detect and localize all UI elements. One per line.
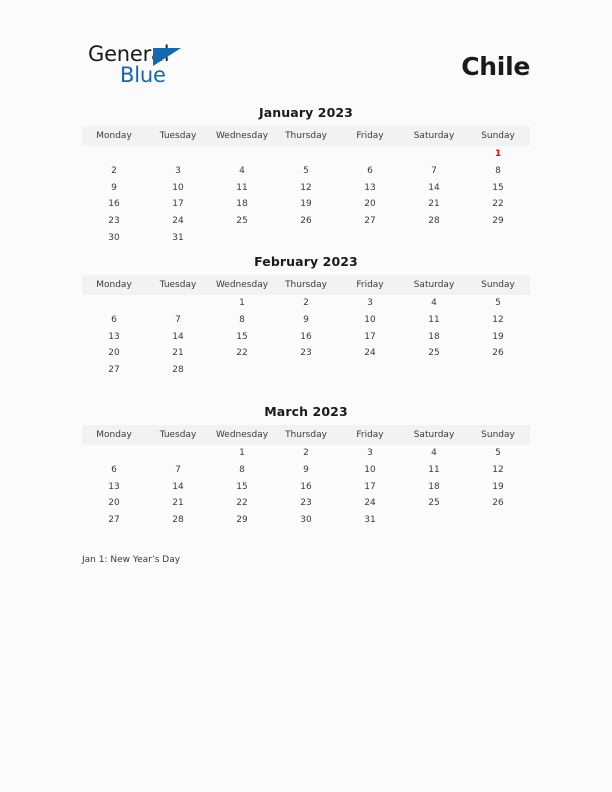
weekday-header-saturday: Saturday (402, 275, 466, 295)
day-cell[interactable]: 16 (300, 331, 312, 342)
day-cell[interactable]: 4 (431, 448, 437, 459)
day-cell[interactable]: 13 (108, 331, 120, 342)
day-cell[interactable]: 15 (492, 182, 504, 193)
day-cell-holiday[interactable]: 1 (494, 149, 502, 160)
week-row (82, 163, 530, 180)
day-cell[interactable]: 25 (236, 216, 248, 227)
month-title: March 2023 (264, 404, 348, 419)
day-cell-empty (402, 362, 466, 379)
day-cell[interactable]: 19 (300, 199, 312, 210)
week-row (82, 213, 530, 230)
weekday-header-tuesday: Tuesday (146, 425, 210, 445)
holiday-notes (82, 553, 530, 568)
day-cell[interactable]: 21 (172, 348, 184, 359)
weekday-header-friday: Friday (338, 126, 402, 146)
day-cell-empty (274, 146, 338, 163)
day-cell-empty (402, 229, 466, 246)
day-cell[interactable]: 25 (428, 498, 440, 509)
day-cell[interactable]: 2 (303, 448, 309, 459)
day-cell[interactable]: 24 (172, 216, 184, 227)
weekday-header-monday: Monday (82, 425, 146, 445)
month-grid (82, 425, 530, 528)
month-block-march (82, 404, 530, 528)
weekday-header-monday: Monday (82, 275, 146, 295)
weekday-header-tuesday: Tuesday (146, 126, 210, 146)
week-row (82, 362, 530, 379)
day-cell[interactable]: 29 (236, 515, 248, 526)
weekday-header-row (82, 275, 530, 295)
day-cell-empty (210, 229, 274, 246)
day-cell[interactable]: 19 (492, 481, 504, 492)
day-cell[interactable]: 1 (239, 448, 245, 459)
day-cell[interactable]: 10 (364, 315, 376, 326)
day-cell[interactable]: 28 (428, 216, 440, 227)
day-cell[interactable]: 11 (428, 315, 440, 326)
day-cell[interactable]: 20 (364, 199, 376, 210)
day-cell[interactable]: 3 (367, 448, 373, 459)
week-row (82, 146, 530, 163)
day-cell-empty (466, 362, 530, 379)
day-cell[interactable]: 16 (108, 199, 120, 210)
day-cell[interactable]: 10 (172, 182, 184, 193)
day-cell[interactable]: 10 (364, 465, 376, 476)
day-cell-empty (402, 146, 466, 163)
month-title: January 2023 (259, 105, 353, 120)
day-cell[interactable]: 7 (431, 166, 437, 177)
day-cell[interactable]: 11 (428, 465, 440, 476)
day-cell[interactable]: 3 (175, 166, 181, 177)
day-cell[interactable]: 5 (495, 448, 501, 459)
day-cell[interactable]: 15 (236, 331, 248, 342)
weekday-header-friday: Friday (338, 425, 402, 445)
day-cell[interactable]: 15 (236, 481, 248, 492)
day-cell[interactable]: 21 (428, 199, 440, 210)
weekday-header-saturday: Saturday (402, 126, 466, 146)
day-cell[interactable]: 23 (108, 216, 120, 227)
day-cell[interactable]: 12 (492, 465, 504, 476)
day-cell[interactable]: 26 (492, 498, 504, 509)
week-row (82, 495, 530, 512)
day-cell[interactable]: 22 (492, 199, 504, 210)
weekday-header-row (82, 425, 530, 445)
day-cell[interactable]: 25 (428, 348, 440, 359)
day-cell[interactable]: 13 (364, 182, 376, 193)
day-cell[interactable]: 22 (236, 348, 248, 359)
day-cell[interactable]: 23 (300, 348, 312, 359)
day-cell-empty (146, 146, 210, 163)
day-cell[interactable]: 30 (108, 232, 120, 243)
day-cell[interactable]: 8 (239, 465, 245, 476)
day-cell[interactable]: 26 (492, 348, 504, 359)
holiday-note: Jan 1: New Year’s Day (82, 555, 181, 565)
day-cell[interactable]: 20 (108, 498, 120, 509)
day-cell[interactable]: 2 (111, 166, 117, 177)
day-cell[interactable]: 14 (172, 481, 184, 492)
day-cell[interactable]: 6 (111, 465, 117, 476)
week-row (82, 478, 530, 495)
weekday-header-row (82, 126, 530, 146)
day-cell[interactable]: 28 (172, 515, 184, 526)
day-cell-empty (82, 295, 146, 312)
week-row (82, 328, 530, 345)
day-cell-empty (338, 229, 402, 246)
page-header (82, 42, 530, 98)
day-cell[interactable]: 29 (492, 216, 504, 227)
day-cell[interactable]: 31 (172, 232, 184, 243)
day-cell[interactable]: 4 (431, 298, 437, 309)
day-cell[interactable]: 18 (428, 331, 440, 342)
weekday-header-thursday: Thursday (274, 425, 338, 445)
day-cell[interactable]: 31 (364, 515, 376, 526)
month-block-january (82, 105, 530, 246)
day-cell[interactable]: 6 (111, 315, 117, 326)
month-body (82, 146, 530, 246)
month-grid (82, 275, 530, 378)
day-cell[interactable]: 14 (428, 182, 440, 193)
day-cell-empty (466, 229, 530, 246)
day-cell[interactable]: 13 (108, 481, 120, 492)
weekday-header-saturday: Saturday (402, 425, 466, 445)
day-cell[interactable]: 30 (300, 515, 312, 526)
week-row (82, 512, 530, 529)
day-cell[interactable]: 3 (367, 298, 373, 309)
day-cell-empty (466, 512, 530, 529)
week-row (82, 462, 530, 479)
day-cell[interactable]: 14 (172, 331, 184, 342)
day-cell-empty (210, 146, 274, 163)
weekday-header-monday: Monday (82, 126, 146, 146)
day-cell[interactable]: 7 (175, 315, 181, 326)
day-cell-empty (82, 445, 146, 462)
day-cell[interactable]: 27 (108, 365, 120, 376)
weekday-header-wednesday: Wednesday (210, 275, 274, 295)
month-grid (82, 126, 530, 246)
weekday-header-thursday: Thursday (274, 126, 338, 146)
day-cell[interactable]: 7 (175, 465, 181, 476)
day-cell-empty (274, 229, 338, 246)
day-cell[interactable]: 28 (172, 365, 184, 376)
day-cell[interactable]: 27 (108, 515, 120, 526)
week-row (82, 196, 530, 213)
weekday-header-sunday: Sunday (466, 425, 530, 445)
day-cell[interactable]: 4 (239, 166, 245, 177)
day-cell[interactable]: 5 (495, 298, 501, 309)
logo-text-blue: Blue (120, 63, 166, 87)
day-cell[interactable]: 24 (364, 498, 376, 509)
month-block-february (82, 254, 530, 378)
day-cell-empty (402, 512, 466, 529)
day-cell[interactable]: 17 (364, 481, 376, 492)
month-title: February 2023 (254, 254, 358, 269)
day-cell-empty (146, 295, 210, 312)
day-cell[interactable]: 17 (172, 199, 184, 210)
day-cell[interactable]: 9 (303, 465, 309, 476)
day-cell[interactable]: 1 (239, 298, 245, 309)
day-cell[interactable]: 23 (300, 498, 312, 509)
day-cell-empty (338, 362, 402, 379)
day-cell[interactable]: 20 (108, 348, 120, 359)
week-row (82, 179, 530, 196)
day-cell-empty (274, 362, 338, 379)
day-cell-empty (338, 146, 402, 163)
day-cell[interactable]: 21 (172, 498, 184, 509)
weekday-header-wednesday: Wednesday (210, 425, 274, 445)
month-body (82, 295, 530, 378)
day-cell-empty (82, 146, 146, 163)
week-row (82, 312, 530, 329)
day-cell[interactable]: 26 (300, 216, 312, 227)
day-cell[interactable]: 8 (239, 315, 245, 326)
day-cell[interactable]: 9 (111, 182, 117, 193)
day-cell[interactable]: 19 (492, 331, 504, 342)
week-row (82, 445, 530, 462)
day-cell[interactable]: 27 (364, 216, 376, 227)
day-cell-empty (210, 362, 274, 379)
day-cell[interactable]: 2 (303, 298, 309, 309)
weekday-header-sunday: Sunday (466, 126, 530, 146)
weekday-header-wednesday: Wednesday (210, 126, 274, 146)
day-cell[interactable]: 5 (303, 166, 309, 177)
day-cell[interactable]: 24 (364, 348, 376, 359)
week-row (82, 345, 530, 362)
day-cell[interactable]: 22 (236, 498, 248, 509)
day-cell[interactable]: 18 (236, 199, 248, 210)
weekday-header-tuesday: Tuesday (146, 275, 210, 295)
weekday-header-sunday: Sunday (466, 275, 530, 295)
month-body (82, 445, 530, 528)
day-cell[interactable]: 8 (495, 166, 501, 177)
day-cell[interactable]: 18 (428, 481, 440, 492)
day-cell[interactable]: 12 (492, 315, 504, 326)
day-cell[interactable]: 17 (364, 331, 376, 342)
day-cell-empty (146, 445, 210, 462)
logo-text-general: General (88, 42, 170, 66)
week-row (82, 295, 530, 312)
day-cell[interactable]: 12 (300, 182, 312, 193)
day-cell[interactable]: 16 (300, 481, 312, 492)
day-cell[interactable]: 6 (367, 166, 373, 177)
weekday-header-thursday: Thursday (274, 275, 338, 295)
weekday-header-friday: Friday (338, 275, 402, 295)
day-cell[interactable]: 11 (236, 182, 248, 193)
day-cell[interactable]: 9 (303, 315, 309, 326)
page-title: Chile (461, 52, 530, 81)
general-blue-logo[interactable] (88, 42, 278, 94)
week-row (82, 229, 530, 246)
